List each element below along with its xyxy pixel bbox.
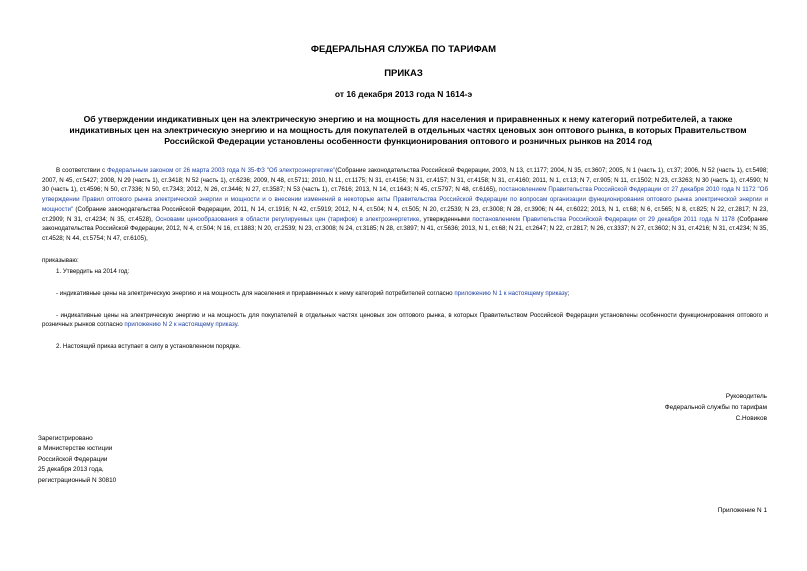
registration-line-4: 25 декабря 2013 года, [38,466,104,474]
bullet-2-text: - индикативные цены на электрическую энергию и на мощность для покупателей в отдельных частях ценовых зон оптового рынка, в которых Правительством Российской Федерации установлены особенности функционирования оптового и розничных рынков согласно [42,311,768,329]
appendix-label: Приложение N 1 [717,507,767,514]
agency-name: ФЕДЕРАЛЬНАЯ СЛУЖБА ПО ТАРИФАМ [310,44,497,55]
document-type: ПРИКАЗ [384,68,423,79]
preamble-text-1: В соответствии с [56,167,107,174]
preamble-text-4: , утвержденными [419,215,473,223]
signature-block [567,391,767,424]
bullet-1-end: ; [567,290,570,298]
registration-line-2: в Министерстве юстиции [38,445,113,453]
document-date-number: от 16 декабря 2013 года N 1614-э [334,89,473,99]
registration-line-1: Зарегистрировано [38,435,93,442]
link-federal-law[interactable]: Федеральным законом от 26 марта 2003 года N 35-ФЗ "Об электроэнергетике" [106,167,336,174]
link-appendix-2[interactable]: приложению N 2 к настоящему приказу [124,321,238,329]
document-body [42,166,768,352]
preamble-text-3: (Собрание законодательства Российской Федерации, 2011, N 14, ст.1916; N 42, ст.5919; 2012, N 4, ст.504; N 4, ст.505; N 20, ст.2539; N 23, ст.3008; N 28, ст.3906; N 44, ст.6022; 2013, N 1, ст.68; N 6, ст.565; N 8, ст.825; N 22, ст.2817; N 23, ст.2909; N 31, ст.4234; N 35, ст.4528), [42,205,768,223]
bullet-2 [42,311,768,330]
bullet-1 [42,289,768,299]
document-title: Об утверждении индикативных цен на электрическую энергию и на мощность для населения и приравненных к нему категорий потребителей, а также индикативных цен на электрическую энергию и на мощность для покупателей в отдельных частях ценовых зон оптового рынка, в которых Правительством Российской Федерации установлены особенности функционирования оптового и розничных рынков на 2014 год [69,114,747,146]
registration-line-3: Российской Федерации [38,455,108,463]
signature-line-3: С.Новиков [735,415,767,422]
registration-line-5: регистрационный N 30810 [38,476,117,484]
registration-block [38,434,238,486]
bullet-1-text: - индикативные цены на электрическую энергию и на мощность для населения и приравненных к нему категорий потребителей согласно [56,290,455,298]
preamble-text-5: (Собрание законодательства Российской Федерации, 2012, N 4, ст.504; N 16, ст.1883; N 20, ст.2539; N 23, ст.3008; N 24, ст.3185; N 28, ст.3897; N 41, ст.5636; 2013, N 1, ст.68; N 21, ст.2647; N 22, ст.2817; N 26, ст.3337; N 27, ст.3602; N 31, ст.4216; N 31, ст.4234; N 35, ст.4528; N 44, ст.5754; N 47, ст.6105), [42,215,768,242]
signature-line-1: Руководитель [725,393,767,400]
item-1: 1. Утвердить на 2014 год: [56,268,130,276]
order-word: приказываю: [42,256,79,264]
preamble-paragraph [42,166,768,244]
link-government-decree-1178[interactable]: постановлением Правительства Российской Федерации от 29 декабря 2011 года N 1178 [472,215,735,223]
item-2: 2. Настоящий приказ вступает в силу в установленном порядке. [56,343,241,351]
preamble-text-2: (Собрание законодательства Российской Федерации, 2003, N 13, ст.1177; 2004, N 35, ст.3607; 2005, N 1 (часть 1), ст.37; 2006, N 52 (часть 1), ст.5498; 2007, N 45, ст.5427; 2008, N 29 (часть 1), ст.3418; N 52 (часть 1), ст.6236; 2009, N 48, ст.5711; 2010, N 11, ст.1175; N 31, ст.4156; N 31, ст.4157; N 31, ст.4158; N 31, ст.4160; 2011, N 1, ст.13; N 7, ст.905; N 11, ст.1502; N 23, ст.3263; N 30 (часть 1), ст.4590; N 30 (часть 1), ст.4596; N 50, ст.7336; N 50, ст.7343; 2012, N 26, ст.3446; N 27, ст.3587; N 53 (часть 1), ст.7616; 2013, N 14, ст.1643; N 45, ст.5797; N 48, ст.6165), [42,167,768,194]
signature-line-2: Федеральной службы по тарифам [664,404,767,411]
link-government-decree-1172[interactable]: постановлением Правительства Российской Федерации от 27 декабря 2010 года N 1172 "Об утверждении Правил оптового рынка электрической энергии и мощности и о внесении изменений в некоторые акты Правительства Российской Федерации по вопросам организации функционирования оптового рынка электрической энергии и мощности" [42,186,768,213]
bullet-2-end: . [237,321,239,329]
link-pricing-fundamentals[interactable]: Основами ценообразования в области регулируемых цен (тарифов) в электроэнергетике [155,215,420,223]
link-appendix-1[interactable]: приложению N 1 к настоящему приказу [454,290,568,298]
